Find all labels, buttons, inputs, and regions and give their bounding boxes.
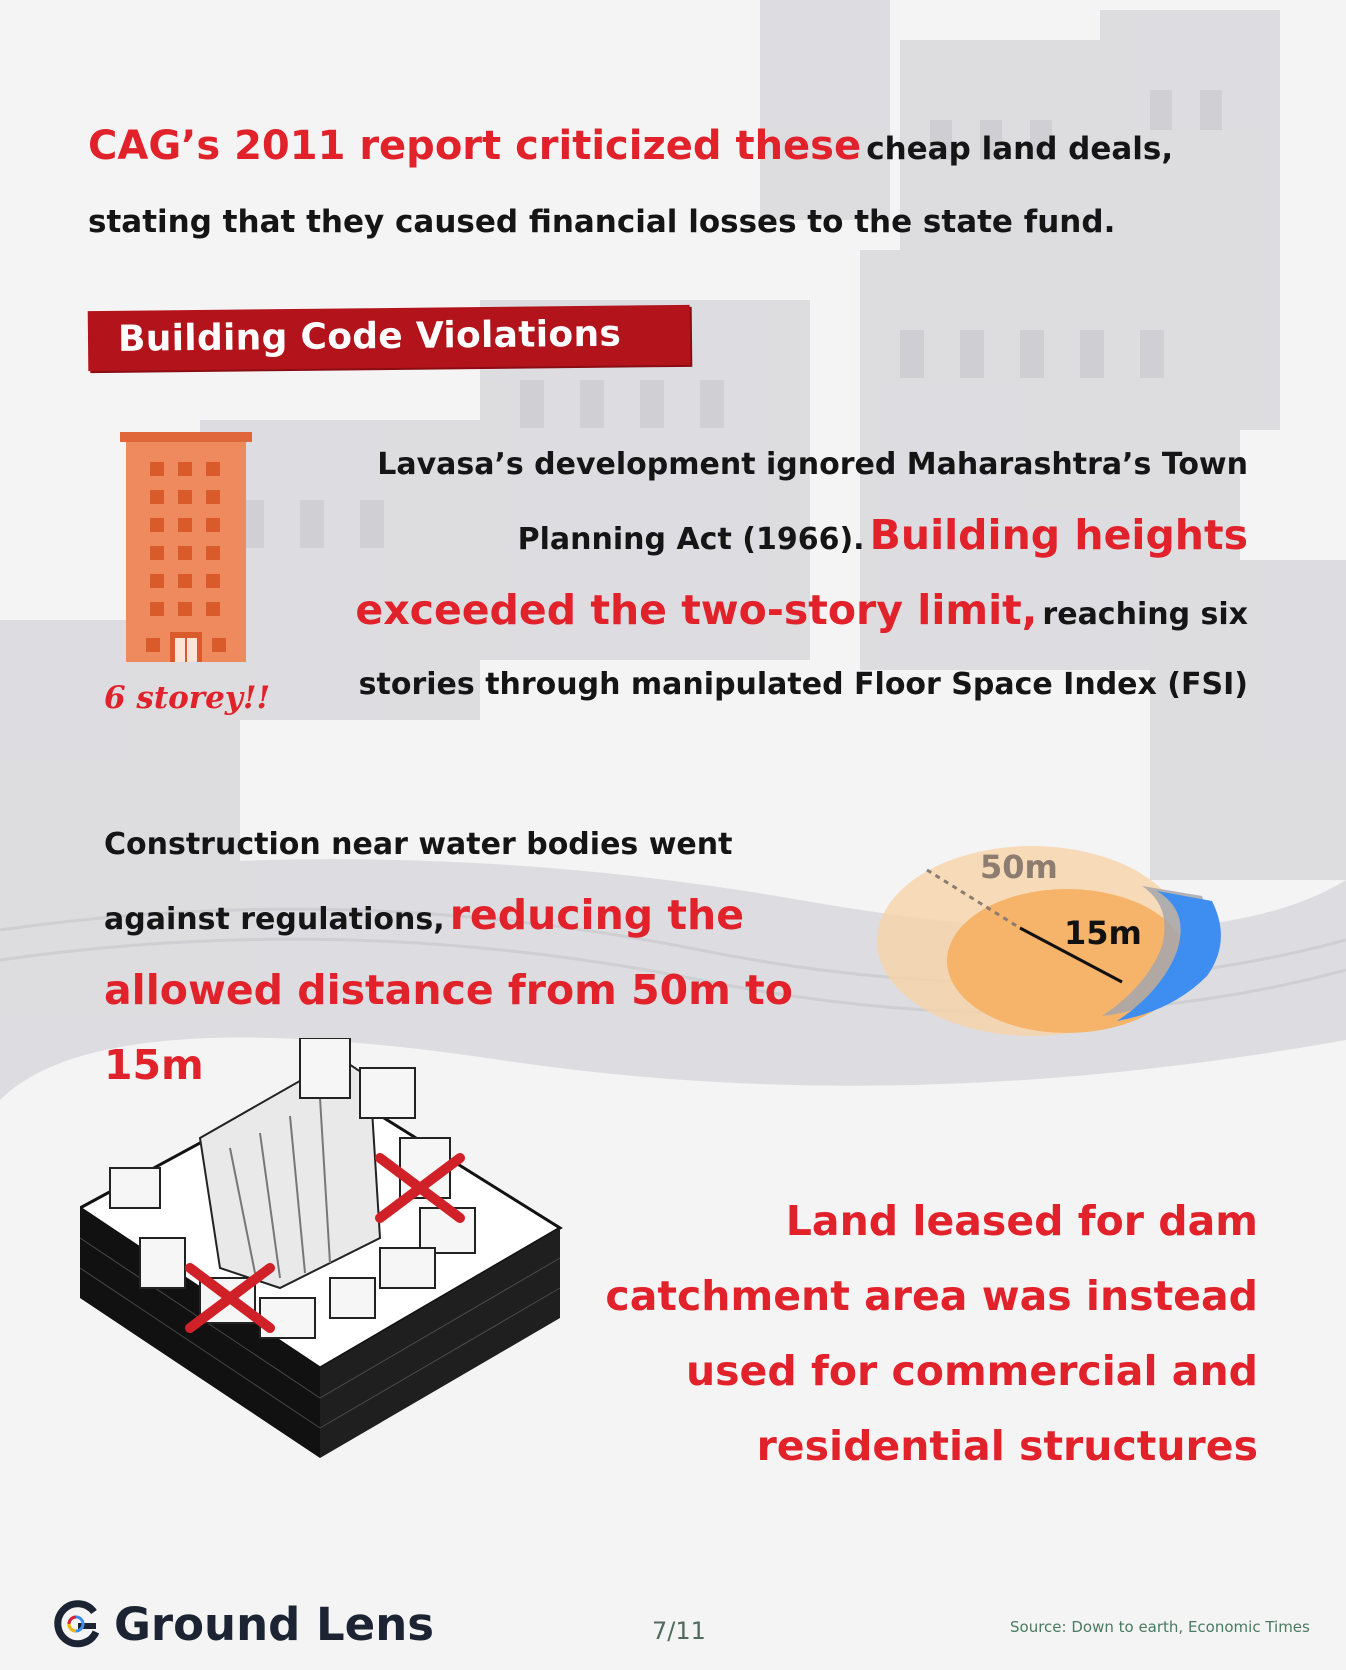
- inner-distance-label: 15m: [1064, 914, 1142, 952]
- page-number: 7/11: [652, 1617, 706, 1645]
- ground-lens-logo: [50, 1594, 434, 1654]
- building-code-highlight: Building heights exceeded the two-story limit,: [355, 511, 1248, 634]
- distance-diagram-icon: [872, 836, 1232, 1046]
- section-title: Building Code Violations: [117, 313, 622, 360]
- intro-text-line2: stating that they caused financial losses to the state fund.: [88, 204, 1116, 240]
- storey-label: 6 storey!!: [104, 680, 271, 716]
- ground-lens-logo-icon: [50, 1598, 102, 1650]
- building-icon: [116, 432, 256, 672]
- dam-highlight: Land leased for dam catchment area was instead used for commercial and residential structures: [605, 1197, 1258, 1470]
- dam-illustration-icon: [80, 1038, 570, 1478]
- intro-highlight: CAG’s 2011 report criticized these: [88, 123, 862, 169]
- brand-name: Ground Lens: [114, 1597, 435, 1651]
- building-code-paragraph: [320, 432, 1248, 722]
- building-code-text: Lavasa’s development ignored Maharashtra’s Town Planning Act (1966).: [377, 447, 1248, 557]
- water-highlight: reducing the allowed distance from 50m to 15m: [104, 891, 793, 1089]
- section-title-badge: [88, 305, 691, 371]
- source-note: Source: Down to earth, Economic Times: [1010, 1618, 1310, 1636]
- intro-text-line1: cheap land deals,: [866, 131, 1174, 167]
- outer-distance-label: 50m: [980, 848, 1058, 886]
- dam-paragraph: [560, 1188, 1258, 1488]
- water-text: Construction near water bodies went against regulations,: [104, 827, 733, 937]
- building-code-text-2: reaching six stories through manipulated Floor Space Index (FSI): [358, 597, 1248, 702]
- intro-paragraph: [88, 112, 1268, 261]
